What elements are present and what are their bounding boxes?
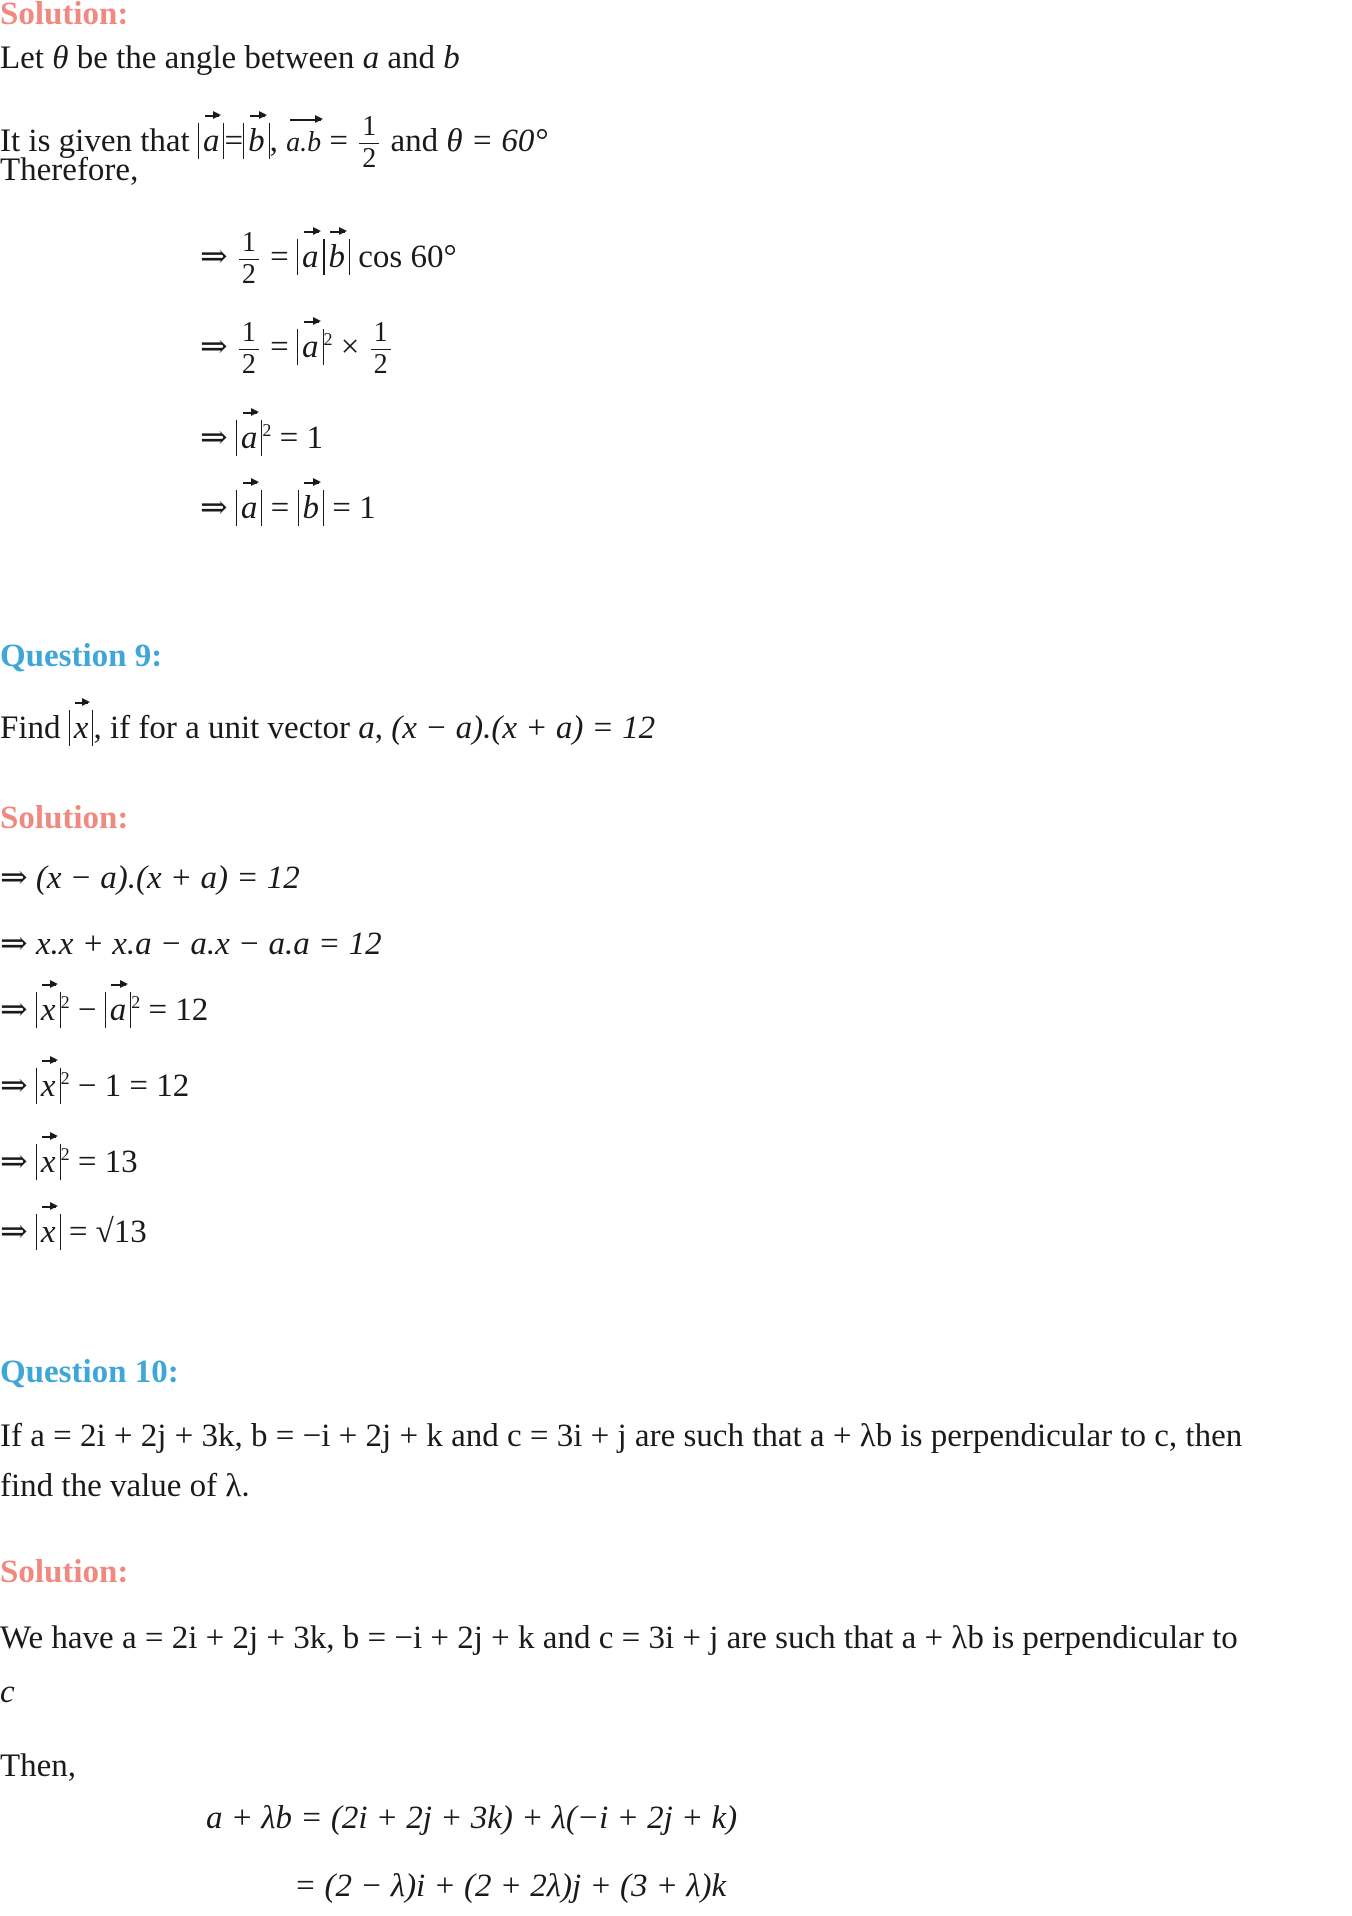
sol1-therefore: Therefore, <box>0 152 139 188</box>
question-9-text: Find x , if for a unit vector a, (x − a).(x + a) = 12 <box>0 708 655 749</box>
question-9-heading: Question 9: <box>0 638 163 674</box>
sol10-line2: c <box>0 1674 15 1710</box>
sol9-line1: ⇒ (x − a).(x + a) = 12 <box>0 860 300 896</box>
sol10-eq1: a + λb = (2i + 2j + 3k) + λ(−i + 2j + k) <box>206 1800 738 1836</box>
sol9-line3: ⇒ x $^2$ − a $^2$ = 12 <box>0 990 208 1031</box>
question-10-line2: find the value of λ. <box>0 1468 250 1504</box>
question-10-heading: Question 10: <box>0 1354 179 1390</box>
sol1-step1: ⇒ $\frac{1}{2}$ = a b cos 60° <box>200 227 457 290</box>
sol1-step4: ⇒ a = b = 1 <box>200 488 376 529</box>
solution-9-heading: Solution: <box>0 800 129 836</box>
sol10-then: Then, <box>0 1748 77 1784</box>
sol1-line2: It is given that a = b , a.b = $\frac{1}{2}$ and θ = 60° <box>0 111 548 174</box>
sol9-line5: ⇒ x $^2$ = 13 <box>0 1142 138 1183</box>
sol9-line6: ⇒ x = √13 <box>0 1212 147 1253</box>
sol9-line4: ⇒ x $^2$ − 1 = 12 <box>0 1066 189 1107</box>
question-10-line1: If a = 2i + 2j + 3k, b = −i + 2j + k and c = 3i + j are such that a + λb is perpendicular to c, then <box>0 1418 1243 1454</box>
sol10-eq2: = (2 − λ)i + (2 + 2λ)j + (3 + λ)k <box>294 1868 727 1904</box>
sol1-line1: Let θ be the angle between a and b <box>0 40 460 76</box>
sol9-line2: ⇒ x.x + x.a − a.x − a.a = 12 <box>0 926 382 962</box>
sol1-step2: ⇒ $\frac{1}{2}$ = a $^2$ × $\frac{1}{2}$ <box>200 318 394 381</box>
sol10-line1: We have a = 2i + 2j + 3k, b = −i + 2j + k and c = 3i + j are such that a + λb is perpendicular to <box>0 1620 1238 1656</box>
solution-heading: Solution: <box>0 0 129 32</box>
solution-10-heading: Solution: <box>0 1554 129 1590</box>
sol1-step3: ⇒ a $^2$ = 1 <box>200 418 323 459</box>
